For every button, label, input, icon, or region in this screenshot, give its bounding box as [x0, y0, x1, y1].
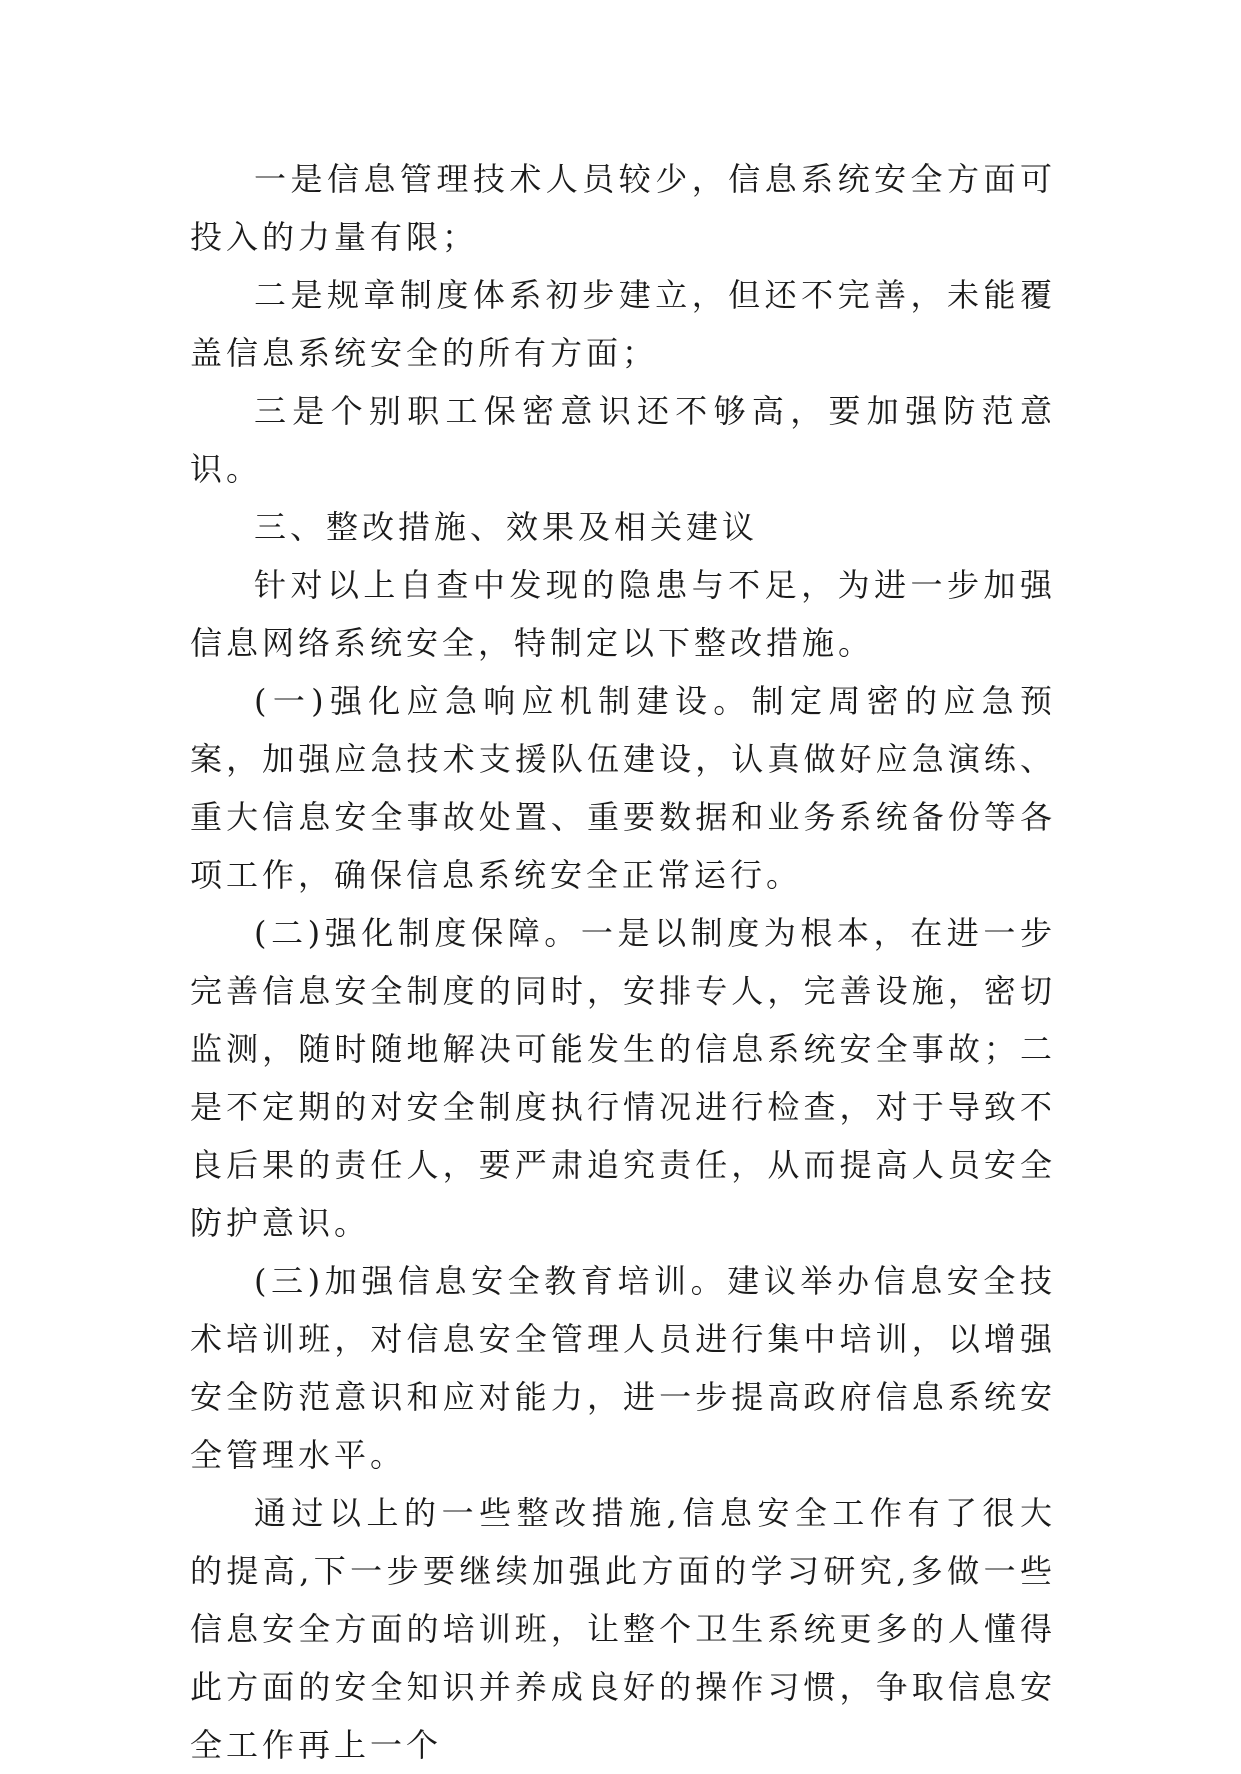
paragraph-staff-shortage: 一是信息管理技术人员较少，信息系统安全方面可投入的力量有限； — [190, 160, 1056, 256]
paragraph-regulations: 二是规章制度体系初步建立，但还不完善，未能覆盖信息系统安全的所有方面； — [190, 276, 1056, 372]
section-heading-rectification: 三、整改措施、效果及相关建议 — [254, 508, 759, 546]
paragraph-measure-emergency: (一)强化应急响应机制建设。制定周密的应急预案，加强应急技术支援队伍建设，认真做好应急演练、重大信息安全事故处置、重要数据和业务系统备份等各项工作，确保信息系统安全正常运行。 — [190, 682, 1056, 894]
paragraph-intro-measures: 针对以上自查中发现的隐患与不足，为进一步加强信息网络系统安全，特制定以下整改措施。 — [190, 566, 1056, 662]
paragraph-measure-training: (三)加强信息安全教育培训。建议举办信息安全技术培训班，对信息安全管理人员进行集中培训，以增强安全防范意识和应对能力，进一步提高政府信息系统安全管理水平。 — [190, 1262, 1056, 1474]
paragraph-measure-system: (二)强化制度保障。一是以制度为根本，在进一步完善信息安全制度的同时，安排专人，完善设施，密切监测，随时随地解决可能发生的信息系统安全事故；二是不定期的对安全制度执行情况进行检查，对于导致不良后果的责任人，要严肃追究责任，从而提高人员安全防护意识。 — [190, 914, 1056, 1242]
paragraph-awareness: 三是个别职工保密意识还不够高，要加强防范意识。 — [190, 392, 1056, 488]
paragraph-conclusion: 通过以上的一些整改措施,信息安全工作有了很大的提高,下一步要继续加强此方面的学习研究,多做一些信息安全方面的培训班，让整个卫生系统更多的人懂得此方面的安全知识并养成良好的操作习惯，争取信息安全工作再上一个 — [190, 1494, 1056, 1764]
document-body — [190, 150, 1056, 1774]
